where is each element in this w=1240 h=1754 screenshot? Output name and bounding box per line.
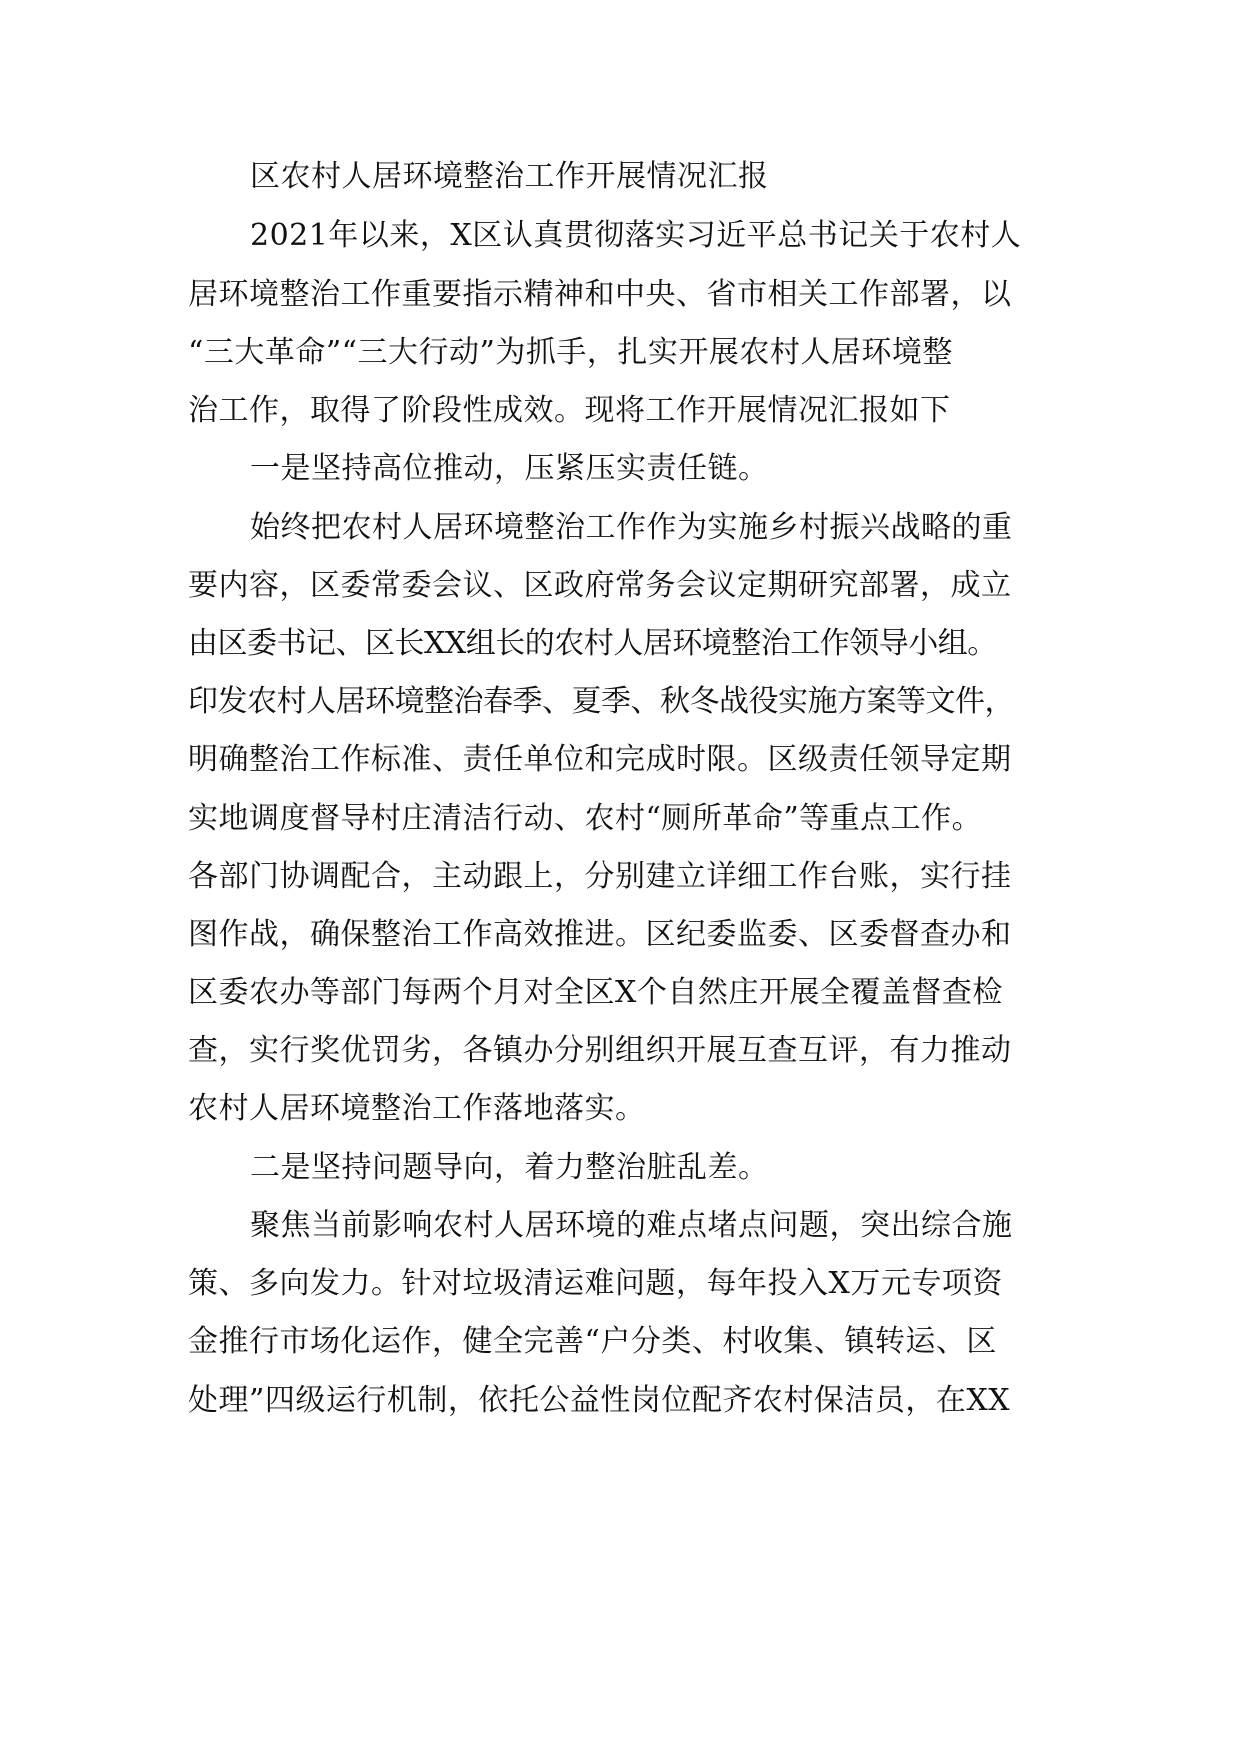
section-1-line-8: 图作战，确保整治工作高效推进。区纪委监委、区委督查办和	[188, 917, 1012, 952]
intro-line-4: 治工作，取得了阶段性成效。现将工作开展情况汇报如下	[188, 393, 951, 428]
section-1-line-7: 各部门协调配合，主动跟上，分别建立详细工作台账，实行挂	[188, 859, 1012, 894]
intro-line-1: 2021年以来，X区认真贯彻落实习近平总书记关于农村人	[250, 218, 1022, 253]
section-1-line-10: 查，实行奖优罚劣，各镇办分别组织开展互查互评，有力推动	[188, 1033, 1012, 1068]
section-2-line-1: 聚焦当前影响农村人居环境的难点堵点问题，突出综合施	[250, 1208, 1013, 1243]
section-1-line-4: 印发农村人居环境整治春季、夏季、秋冬战役实施方案等文件，	[188, 684, 1014, 719]
intro-line-3: “三大革命”“三大行动”为抓手，扎实开展农村人居环境整	[188, 335, 953, 370]
intro-line-2: 居环境整治工作重要指示精神和中央、省市相关工作部署，以	[188, 277, 1012, 312]
section-2-line-2: 策、多向发力。针对垃圾清运难问题，每年投入X万元专项资	[188, 1266, 1003, 1301]
section-1-line-11: 农村人居环境整治工作落地落实。	[188, 1091, 646, 1126]
section-1-line-9: 区委农办等部门每两个月对全区X个自然庄开展全覆盖督查检	[188, 975, 1003, 1010]
section-1-line-2: 要内容，区委常委会议、区政府常务会议定期研究部署，成立	[188, 568, 1012, 603]
document-title: 区农村人居环境整治工作开展情况汇报	[250, 159, 769, 194]
section-2-heading: 二是坚持问题导向，着力整治脏乱差。	[250, 1150, 769, 1185]
section-1-line-6: 实地调度督导村庄清洁行动、农村“厕所革命”等重点工作。	[188, 801, 983, 836]
section-1-line-5: 明确整治工作标准、责任单位和完成时限。区级责任领导定期	[188, 742, 1012, 777]
section-1-line-1: 始终把农村人居环境整治工作作为实施乡村振兴战略的重	[250, 510, 1013, 545]
section-2-line-3: 金推行市场化运作，健全完善“户分类、村收集、镇转运、区	[188, 1324, 997, 1359]
section-2-line-4: 处理”四级运行机制，依托公益性岗位配齐农村保洁员，在XX	[188, 1383, 1011, 1418]
section-1-heading: 一是坚持高位推动，压紧压实责任链。	[250, 451, 769, 486]
section-1-line-3: 由区委书记、区长XX组长的农村人居环境整治工作领导小组。	[188, 626, 997, 661]
